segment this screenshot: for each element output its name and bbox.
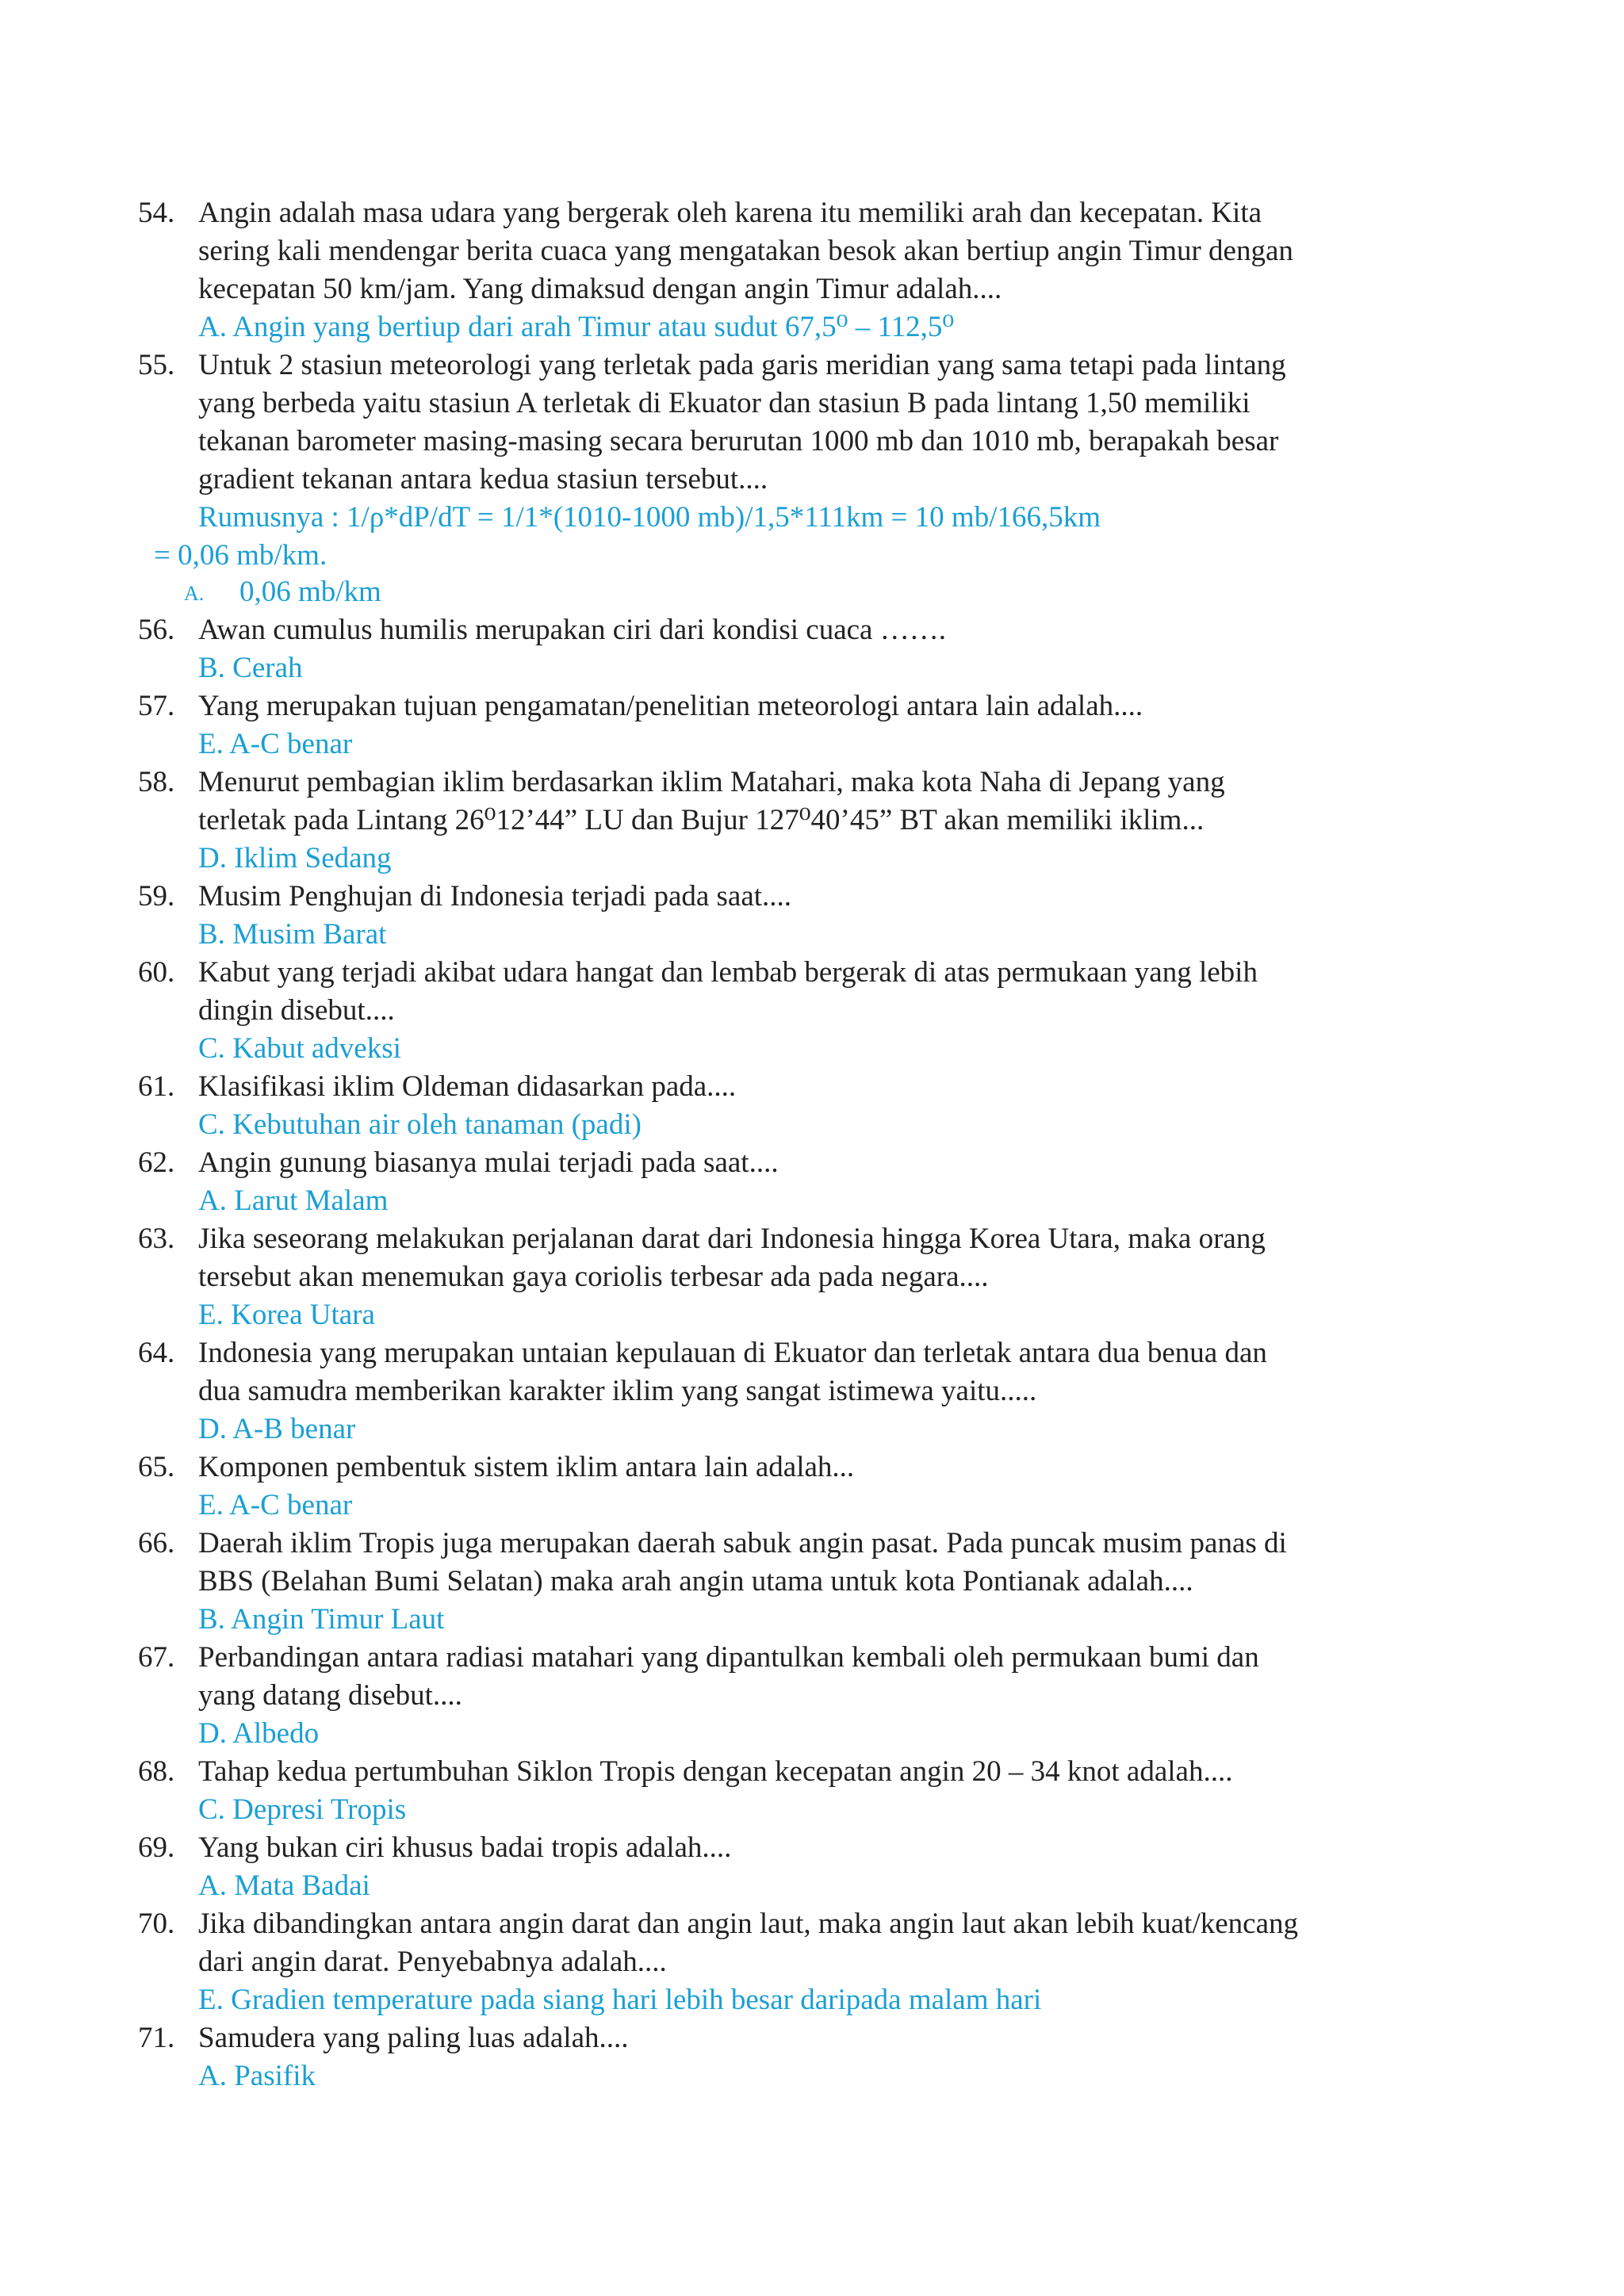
question-text-line: yang datang disebut....	[198, 1679, 462, 1712]
question-text-line: yang berbeda yaitu stasiun A terletak di Ekuator dan stasiun B pada lintang 1,50 memiliki	[198, 387, 1251, 419]
question-text-line: Samudera yang paling luas adalah....	[198, 2022, 629, 2054]
answer-text: B. Cerah	[198, 652, 303, 684]
answer-text: E. Gradien temperature pada siang hari lebih besar daripada malam hari	[198, 1984, 1042, 2016]
answer-text: C. Kebutuhan air oleh tanaman (padi)	[198, 1108, 642, 1141]
question-number: 68.	[138, 1755, 175, 1788]
question-text-line: gradient tekanan antara kedua stasiun tersebut....	[198, 463, 768, 496]
question-text-line: BBS (Belahan Bumi Selatan) maka arah angin utama untuk kota Pontianak adalah....	[198, 1565, 1193, 1598]
question-number: 71.	[138, 2022, 175, 2054]
answer-text: B. Angin Timur Laut	[198, 1603, 445, 1636]
formula-text: Rumusnya : 1/ρ*dP/dT = 1/1*(1010-1000 mb)/1,5*111km = 10 mb/166,5km	[198, 501, 1101, 534]
formula-continuation: = 0,06 mb/km.	[154, 539, 327, 572]
question-number: 60.	[138, 956, 175, 989]
question-text-line: Indonesia yang merupakan untaian kepulauan di Ekuator dan terletak antara dua benua dan	[198, 1337, 1267, 1369]
answer-text: B. Musim Barat	[198, 918, 387, 951]
question-number: 56.	[138, 614, 175, 646]
question-number: 70.	[138, 1908, 175, 1940]
answer-text: A. Larut Malam	[198, 1184, 389, 1217]
question-number: 62.	[138, 1146, 175, 1179]
question-number: 65.	[138, 1451, 175, 1483]
question-number: 54.	[138, 197, 175, 229]
question-number: 61.	[138, 1070, 175, 1103]
answer-text: A. Pasifik	[198, 2060, 316, 2092]
question-number: 57.	[138, 690, 175, 722]
answer-text: D. A-B benar	[198, 1413, 356, 1445]
answer-letter: A.	[184, 582, 205, 605]
question-number: 64.	[138, 1337, 175, 1369]
question-text-line: kecepatan 50 km/jam. Yang dimaksud dengan angin Timur adalah....	[198, 273, 1002, 305]
question-text-line: Musim Penghujan di Indonesia terjadi pada saat....	[198, 880, 792, 913]
question-text-line: Tahap kedua pertumbuhan Siklon Tropis dengan kecepatan angin 20 – 34 knot adalah....	[198, 1755, 1233, 1788]
question-text-line: Klasifikasi iklim Oldeman didasarkan pada....	[198, 1070, 737, 1103]
question-text-line: terletak pada Lintang 26⁰12’44” LU dan Bujur 127⁰40’45” BT akan memiliki iklim...	[198, 804, 1205, 836]
answer-text: C. Kabut adveksi	[198, 1032, 401, 1065]
question-text-line: dingin disebut....	[198, 994, 395, 1027]
question-text-line: tersebut akan menemukan gaya coriolis terbesar ada pada negara....	[198, 1261, 989, 1293]
answer-text: D. Iklim Sedang	[198, 842, 392, 874]
question-text-line: dari angin darat. Penyebabnya adalah....	[198, 1946, 667, 1978]
question-text-line: Menurut pembagian iklim berdasarkan iklim Matahari, maka kota Naha di Jepang yang	[198, 766, 1225, 798]
answer-text: 0,06 mb/km	[239, 576, 381, 608]
answer-text: C. Depresi Tropis	[198, 1793, 407, 1826]
answer-text: D. Albedo	[198, 1717, 320, 1750]
answer-text: E. A-C benar	[198, 728, 353, 760]
question-number: 66.	[138, 1527, 175, 1559]
question-text-line: Untuk 2 stasiun meteorologi yang terletak pada garis meridian yang sama tetapi pada lintang	[198, 349, 1286, 381]
question-text-line: Daerah iklim Tropis juga merupakan daerah sabuk angin pasat. Pada puncak musim panas di	[198, 1527, 1287, 1559]
question-text-line: Angin adalah masa udara yang bergerak oleh karena itu memiliki arah dan kecepatan. Kita	[198, 197, 1262, 229]
question-text-line: Komponen pembentuk sistem iklim antara lain adalah...	[198, 1451, 855, 1483]
question-text-line: Jika dibandingkan antara angin darat dan angin laut, maka angin laut akan lebih kuat/kencang	[198, 1908, 1299, 1940]
question-text-line: Awan cumulus humilis merupakan ciri dari kondisi cuaca …….	[198, 614, 946, 646]
question-number: 67.	[138, 1641, 175, 1674]
question-number: 59.	[138, 880, 175, 913]
question-text-line: Yang bukan ciri khusus badai tropis adalah....	[198, 1831, 732, 1864]
question-text-line: sering kali mendengar berita cuaca yang mengatakan besok akan bertiup angin Timur dengan	[198, 235, 1293, 267]
question-text-line: Perbandingan antara radiasi matahari yang dipantulkan kembali oleh permukaan bumi dan	[198, 1641, 1259, 1674]
answer-text: E. A-C benar	[198, 1489, 353, 1521]
question-number: 58.	[138, 766, 175, 798]
answer-text: A. Mata Badai	[198, 1869, 370, 1902]
answer-text: E. Korea Utara	[198, 1299, 375, 1331]
question-text-line: Jika seseorang melakukan perjalanan darat dari Indonesia hingga Korea Utara, maka orang	[198, 1223, 1266, 1255]
question-text-line: Angin gunung biasanya mulai terjadi pada saat....	[198, 1146, 779, 1179]
question-number: 69.	[138, 1831, 175, 1864]
question-text-line: Yang merupakan tujuan pengamatan/penelitian meteorologi antara lain adalah....	[198, 690, 1143, 722]
question-text-line: tekanan barometer masing-masing secara berurutan 1000 mb dan 1010 mb, berapakah besar	[198, 425, 1279, 457]
answer-text: A. Angin yang bertiup dari arah Timur atau sudut 67,5⁰ – 112,5⁰	[198, 311, 955, 343]
question-number: 63.	[138, 1223, 175, 1255]
question-number: 55.	[138, 349, 175, 381]
question-text-line: Kabut yang terjadi akibat udara hangat dan lembab bergerak di atas permukaan yang lebih	[198, 956, 1258, 989]
question-text-line: dua samudra memberikan karakter iklim yang sangat istimewa yaitu.....	[198, 1375, 1037, 1407]
